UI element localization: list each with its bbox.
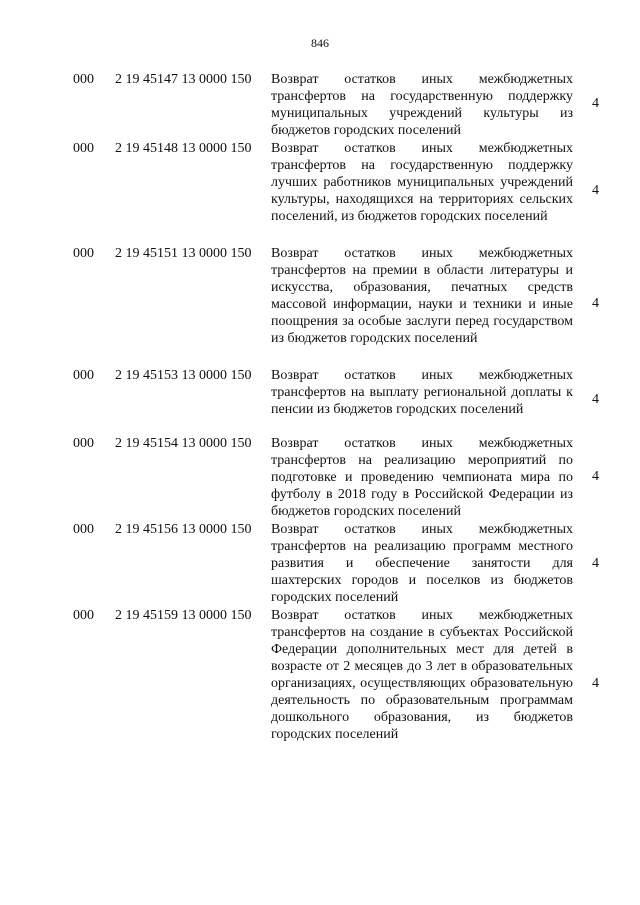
budget-code: 2 19 45151 13 0000 150 bbox=[115, 246, 252, 261]
row-value: 4 bbox=[592, 556, 599, 571]
row-description: Возврат остатков иных межбюджетных трансфертов на реализацию мероприятий по подготовке и проведению чемпионата мира по футболу в 2018 году в Российской Федерации из бюджетов городских поселений bbox=[271, 436, 573, 519]
row-description: Возврат остатков иных межбюджетных трансфертов на создание в субъектах Российской Федерации дополнительных мест для детей в возрасте от 2 месяцев до 3 лет в образовательных организациях, осуществляющих образовательную деятельность по образовательным программам дошкольного образования, из бюджетов городских поселений bbox=[271, 608, 573, 742]
budget-code: 2 19 45156 13 0000 150 bbox=[115, 522, 252, 537]
budget-code: 2 19 45159 13 0000 150 bbox=[115, 608, 252, 623]
admin-code: 000 bbox=[73, 368, 94, 383]
budget-code: 2 19 45148 13 0000 150 bbox=[115, 141, 252, 156]
row-value: 4 bbox=[592, 296, 599, 311]
admin-code: 000 bbox=[73, 522, 94, 537]
page-number: 846 bbox=[311, 36, 329, 50]
row-value: 4 bbox=[592, 392, 599, 407]
row-value: 4 bbox=[592, 676, 599, 691]
row-description: Возврат остатков иных межбюджетных трансфертов на реализацию программ местного развития и обеспечение занятости для шахтерских городов и поселков из бюджетов городских поселений bbox=[271, 522, 573, 605]
admin-code: 000 bbox=[73, 436, 94, 451]
row-value: 4 bbox=[592, 96, 599, 111]
row-description: Возврат остатков иных межбюджетных трансфертов на государственную поддержку лучших работников муниципальных учреждений культуры, находящихся на территориях сельских поселений, из бюджетов городских поселений bbox=[271, 141, 573, 224]
budget-code: 2 19 45154 13 0000 150 bbox=[115, 436, 252, 451]
admin-code: 000 bbox=[73, 608, 94, 623]
row-description: Возврат остатков иных межбюджетных трансфертов на государственную поддержку муниципальных учреждений культуры из бюджетов городских поселений bbox=[271, 72, 573, 138]
row-description: Возврат остатков иных межбюджетных трансфертов на премии в области литературы и искусства, образования, печатных средств массовой информации, науки и техники и иные поощрения за особые заслуги перед государством из бюджетов городских поселений bbox=[271, 246, 573, 346]
row-value: 4 bbox=[592, 183, 599, 198]
admin-code: 000 bbox=[73, 72, 94, 87]
admin-code: 000 bbox=[73, 141, 94, 156]
budget-code: 2 19 45147 13 0000 150 bbox=[115, 72, 252, 87]
row-value: 4 bbox=[592, 469, 599, 484]
budget-code: 2 19 45153 13 0000 150 bbox=[115, 368, 252, 383]
admin-code: 000 bbox=[73, 246, 94, 261]
row-description: Возврат остатков иных межбюджетных трансфертов на выплату региональной доплаты к пенсии из бюджетов городских поселений bbox=[271, 368, 573, 417]
